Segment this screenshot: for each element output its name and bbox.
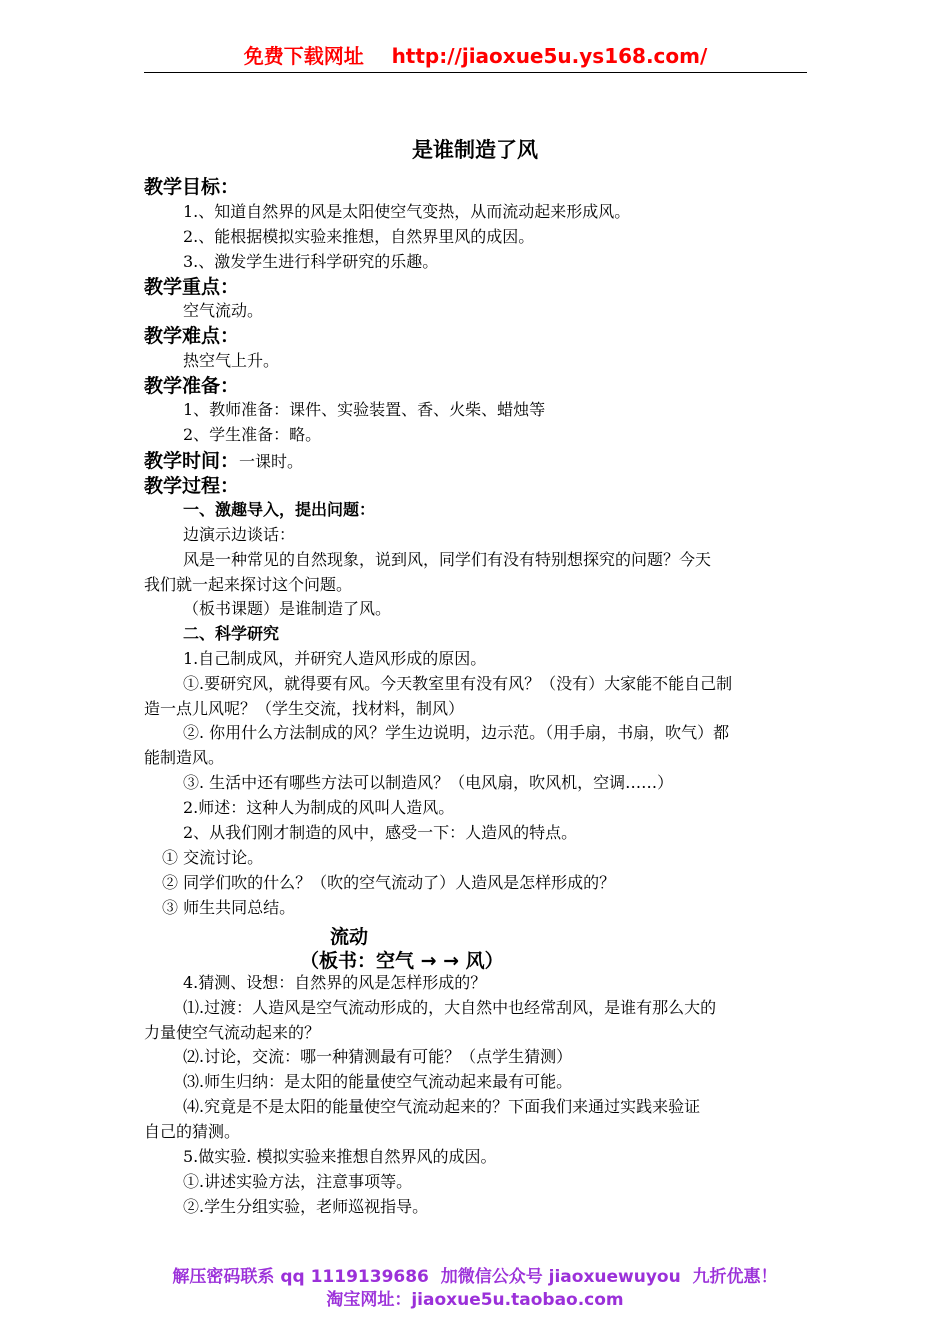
- paragraph-line: ①.讲述实验方法，注意事项等。: [183, 1172, 413, 1191]
- page-header: [144, 40, 807, 73]
- paragraph-line: 1.自己制成风，并研究人造风形成的原因。: [183, 649, 487, 668]
- goals-heading: 教学目标：: [144, 176, 240, 198]
- prep-item: 2、学生准备：略。: [183, 425, 322, 444]
- goal-item: 1.、知道自然界的风是太阳使空气变热，从而流动起来形成风。: [183, 202, 631, 221]
- header-url-link[interactable]: http://jiaoxue5u.ys168.com/: [391, 44, 708, 68]
- paragraph-line: ⑵.讨论，交流：哪一种猜测最有可能？（点学生猜测）: [183, 1047, 573, 1066]
- difficulty-heading: 教学难点：: [144, 325, 240, 347]
- goal-item: 3.、激发学生进行科学研究的乐趣。: [183, 252, 439, 271]
- paragraph-line: 2、从我们刚才制造的风中，感受一下：人造风的特点。: [183, 823, 578, 842]
- paragraph-line: （板书课题）是谁制造了风。: [183, 599, 392, 618]
- goal-item: 2.、能根据模拟实验来推想，自然界里风的成因。: [183, 227, 535, 246]
- time-text: 一课时。: [239, 452, 304, 471]
- key-text: 空气流动。: [183, 301, 264, 320]
- section2-heading: 二、科学研究: [183, 624, 280, 643]
- paragraph-line: 边演示边谈话：: [183, 525, 296, 544]
- header-label: 免费下载网址: [243, 44, 364, 68]
- prep-heading: 教学准备：: [144, 375, 240, 397]
- paragraph-line: ①.要研究风，就得要有风。今天教室里有没有风？（没有）大家能不能自己制: [183, 674, 733, 693]
- footer-contact: 解压密码联系 qq 1119139686 加微信公众号 jiaoxuewuyou 九折优惠！: [172, 1267, 778, 1287]
- section1-heading: 一、激趣导入，提出问题：: [183, 500, 376, 519]
- time-heading: 教学时间：: [144, 450, 240, 472]
- process-heading: 教学过程：: [144, 475, 240, 497]
- paragraph-line: ③ 师生共同总结。: [162, 898, 296, 917]
- paragraph-line: ③. 生活中还有哪些方法可以制造风？（电风扇，吹风机，空调……）: [183, 773, 674, 792]
- paragraph-line: ① 交流讨论。: [162, 848, 264, 867]
- paragraph-line: 风是一种常见的自然现象，说到风，同学们有没有特别想探究的问题？今天: [183, 550, 712, 569]
- paragraph-line: 能制造风。: [144, 748, 225, 767]
- paragraph-line: ② 同学们吹的什么？（吹的空气流动了）人造风是怎样形成的？: [162, 873, 616, 892]
- board-top-label: 流动: [330, 926, 369, 948]
- paragraph-line: 2.师述：这种人为制成的风叫人造风。: [183, 798, 455, 817]
- paragraph-line: 自己的猜测。: [144, 1122, 241, 1141]
- board-formula: （板书：空气 → → 风）: [300, 950, 504, 972]
- difficulty-text: 热空气上升。: [183, 351, 280, 370]
- paragraph-line: ⑴.过渡：人造风是空气流动形成的，大自然中也经常刮风，是谁有那么大的: [183, 998, 717, 1017]
- footer-shop-url[interactable]: 淘宝网址：jiaoxue5u.taobao.com: [326, 1290, 624, 1310]
- paragraph-line: 力量使空气流动起来的？: [144, 1023, 321, 1042]
- paragraph-line: ②.学生分组实验，老师巡视指导。: [183, 1197, 429, 1216]
- paragraph-line: ②. 你用什么方法制成的风？学生边说明，边示范。（用手扇，书扇，吹气）都: [183, 723, 730, 742]
- doc-title: 是谁制造了风: [412, 138, 538, 162]
- paragraph-line: 5.做实验. 模拟实验来推想自然界风的成因。: [183, 1147, 497, 1166]
- paragraph-line: 我们就一起来探讨这个问题。: [144, 575, 353, 594]
- prep-item: 1、教师准备：课件、实验装置、香、火柴、蜡烛等: [183, 400, 546, 419]
- paragraph-line: 4.猜测、设想：自然界的风是怎样形成的？: [183, 973, 487, 992]
- time-row: [144, 449, 303, 474]
- paragraph-line: ⑷.究竟是不是太阳的能量使空气流动起来的？下面我们来通过实践来验证: [183, 1097, 701, 1116]
- paragraph-line: ⑶.师生归纳：是太阳的能量使空气流动起来最有可能。: [183, 1072, 573, 1091]
- paragraph-line: 造一点儿风呢？（学生交流，找材料，制风）: [144, 699, 465, 718]
- key-heading: 教学重点：: [144, 276, 240, 298]
